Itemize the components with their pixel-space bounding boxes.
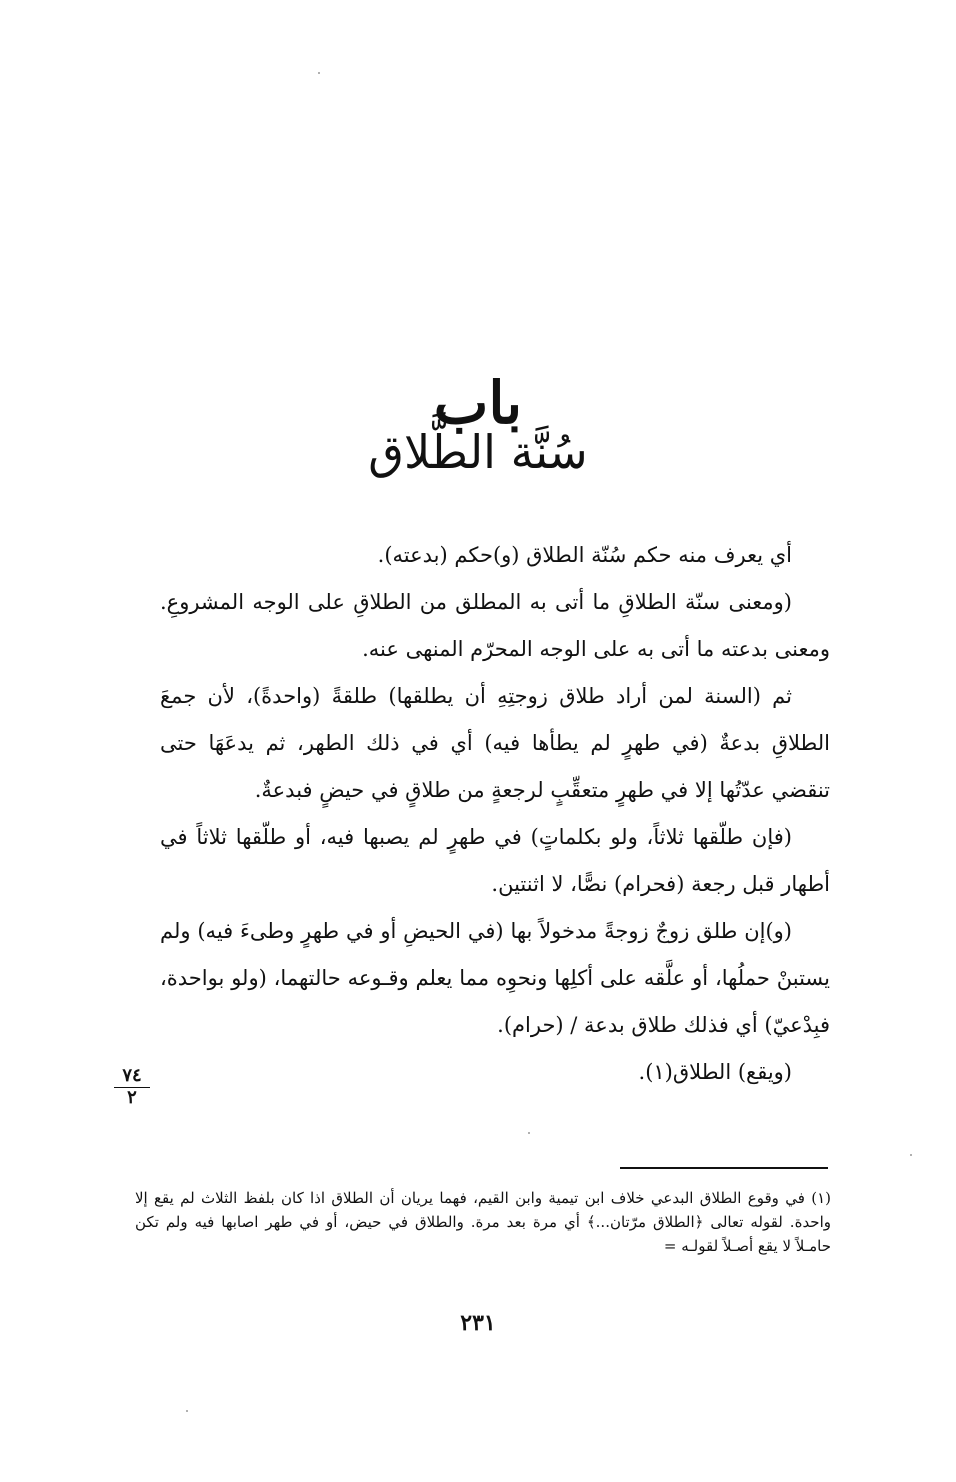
chapter-label: باب	[433, 369, 523, 437]
paragraph: أي يعرف منه حكم سُنّة الطلاق (و)حكم (بدعته).	[377, 543, 792, 567]
footnote: (١) في وقوع الطلاق البدعي خلاف ابن تيمية وابن القيم، فهما يريان أن الطلاق اذا كان بلفظ الثلاث لم يقع إلا واحدة. لقوله تعالى ﴿الطلاق مرّتان...﴾ أي مرة بعد مرة. والطلاق في حيض، أو في طهر اصابها فيه ولم تكن حامـلاً لا يقع أصـلاً لقولـه =	[135, 1189, 831, 1255]
chapter-title: سُنَّة الطَّلاق	[368, 425, 588, 479]
page-number: ٢٣١	[460, 1310, 496, 1336]
paragraph: (فإن طلّقها ثلاثاً، ولو بكلماتٍ) في طهرٍ لم يصبها فيه، أو طلّقها ثلاثاً في أطهار قبل رجعة (فحرام) نصًّا، لا اثنتين.	[160, 825, 830, 896]
main-text	[160, 532, 830, 1096]
margin-part: ٢	[127, 1087, 137, 1108]
paragraph: ثم (السنة لمن أراد طلاق زوجتِهِ أن يطلقها) طلقةً (واحدةً)، لأن جمعَ الطلاقِ بدعةٌ (في طهرٍ لم يطأها فيه) أي في ذلك الطهر، ثم يدعَهَا حتى تنقضي عدّتُها إلا في طهرٍ متعقِّبٍ لرجعةٍ من طلاقٍ في حيضٍ فبدعةٌ.	[160, 684, 830, 802]
scan-speck	[318, 72, 320, 74]
footnotes	[135, 1186, 831, 1258]
footnote-divider	[620, 1167, 828, 1169]
paragraph: (و)إن طلق زوجٌ زوجةً مدخولاً بها (في الحيضِ أو في طهرٍ وطىءَ فيه) ولم يستبنْ حملُها، أو علَّقه على أكلِها ونحوِه مما يعلم وقـوعه حالتهما، (ولو بواحدة، فبِدْعيّ) أي فذلك طلاق بدعة / (حرام).	[160, 919, 830, 1037]
paragraph: (ومعنى سنّة الطلاقِ ما أتى به المطلق من الطلاقِ على الوجه المشروعِ. ومعنى بدعته ما أتى به على الوجه المحرّم المنهى عنه.	[160, 590, 830, 661]
margin-volume-page: ٧٤	[114, 1066, 150, 1088]
scan-speck	[186, 1410, 188, 1412]
paragraph: (ويقع) الطلاق(١).	[638, 1060, 792, 1084]
scan-speck	[528, 1132, 530, 1134]
scan-speck	[910, 1154, 912, 1156]
margin-reference	[114, 1066, 150, 1108]
